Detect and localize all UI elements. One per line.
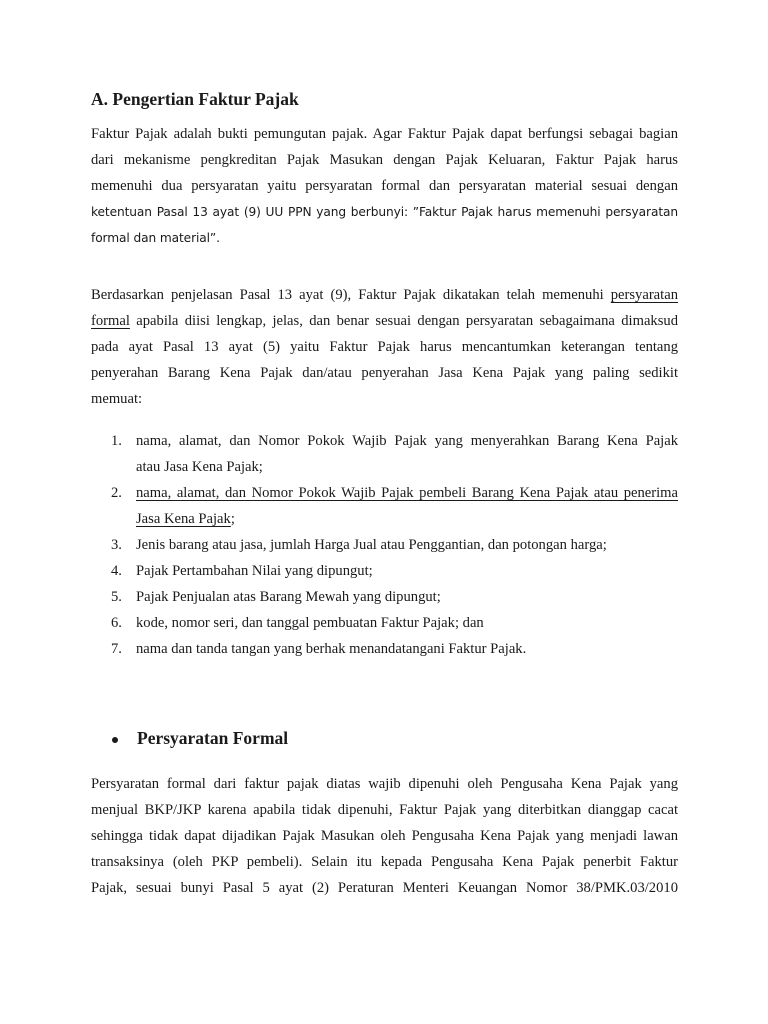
underlined-term: Jasa Kena Pajak: [136, 511, 231, 527]
paragraph-line: sehingga tidak dapat dijadikan Pajak Masukan oleh Pengusaha Kena Pajak yang menjadi lawan: [91, 828, 678, 844]
list-item: [91, 610, 678, 636]
paragraph-line: memuat:: [91, 391, 143, 407]
paragraph-explanation: [91, 282, 678, 412]
paragraph-line: dari mekanisme pengkreditan Pajak Masukan dengan Pajak Keluaran, Faktur Pajak harus: [91, 152, 678, 168]
list-item: [91, 532, 678, 558]
section-heading: A. Pengertian Faktur Pajak: [91, 89, 299, 109]
list-number: 1.: [111, 433, 122, 449]
list-item: [91, 584, 678, 610]
paragraph-line: [91, 308, 678, 334]
list-number: 7.: [111, 641, 122, 657]
list-item-line: nama dan tanda tangan yang berhak menandatangani Faktur Pajak.: [136, 641, 527, 657]
paragraph-line: pada ayat Pasal 13 ayat (5) yaitu Faktur Pajak harus mencantumkan keterangan tentang: [91, 339, 678, 355]
list-number: 6.: [111, 615, 122, 631]
list-item-line: atau Jasa Kena Pajak;: [136, 459, 263, 475]
list-item: [91, 558, 678, 584]
requirements-list: [91, 428, 678, 662]
paragraph-line: Pajak, sesuai bunyi Pasal 5 ayat (2) Peraturan Menteri Keuangan Nomor 38/PMK.03/2010: [91, 880, 678, 896]
list-item: [91, 480, 678, 532]
list-number: 4.: [111, 563, 122, 579]
paragraph-formal: [91, 771, 678, 901]
list-item: [91, 428, 678, 480]
list-number: 2.: [111, 485, 122, 501]
paragraph-line: transaksinya (oleh PKP pembeli). Selain itu kepada Pengusaha Kena Pajak penerbit Faktur: [91, 854, 678, 870]
bullet-icon: [112, 737, 118, 743]
list-number: 5.: [111, 589, 122, 605]
line-text: Berdasarkan penjelasan Pasal 13 ayat (9), Faktur Pajak dikatakan telah memenuhi: [91, 287, 604, 303]
list-item-line: [136, 506, 678, 532]
line-text: apabila diisi lengkap, jelas, dan benar sesuai dengan persyaratan sebagaimana dimaksud: [136, 313, 678, 329]
list-item-line: nama, alamat, dan Nomor Pokok Wajib Pajak pembeli Barang Kena Pajak atau penerima: [136, 485, 678, 501]
list-item-line: Pajak Penjualan atas Barang Mewah yang dipungut;: [136, 589, 441, 605]
paragraph-definition: [91, 121, 678, 251]
paragraph-line: Faktur Pajak adalah bukti pemungutan pajak. Agar Faktur Pajak dapat berfungsi sebagai bagian: [91, 126, 678, 142]
list-item: [91, 636, 678, 662]
subheading-text: Persyaratan Formal: [137, 728, 289, 748]
list-item-line: nama, alamat, dan Nomor Pokok Wajib Pajak yang menyerahkan Barang Kena Pajak: [136, 433, 678, 449]
line-text: ;: [230, 511, 235, 527]
list-item-line: kode, nomor seri, dan tanggal pembuatan Faktur Pajak; dan: [136, 615, 484, 631]
list-number: 3.: [111, 537, 122, 553]
list-item-line: Pajak Pertambahan Nilai yang dipungut;: [136, 563, 373, 579]
list-item-line: Jenis barang atau jasa, jumlah Harga Jual atau Penggantian, dan potongan harga;: [136, 537, 607, 553]
paragraph-line: formal dan material”.: [91, 231, 220, 245]
paragraph-line: menjual BKP/JKP karena apabila tidak dipenuhi, Faktur Pajak yang diterbitkan dianggap cacat: [91, 802, 678, 818]
paragraph-line: [91, 282, 678, 308]
paragraph-line: penyerahan Barang Kena Pajak dan/atau penyerahan Jasa Kena Pajak yang paling sedikit: [91, 365, 678, 381]
paragraph-line: Persyaratan formal dari faktur pajak diatas wajib dipenuhi oleh Pengusaha Kena Pajak yang: [91, 776, 678, 792]
underlined-term: formal: [91, 313, 130, 329]
paragraph-line: ketentuan Pasal 13 ayat (9) UU PPN yang berbunyi: ”Faktur Pajak harus memenuhi persyaratan: [91, 205, 678, 219]
paragraph-line: memenuhi dua persyaratan yaitu persyaratan formal dan persyaratan material sesuai dengan: [91, 178, 678, 194]
underlined-term: persyaratan: [610, 287, 678, 303]
